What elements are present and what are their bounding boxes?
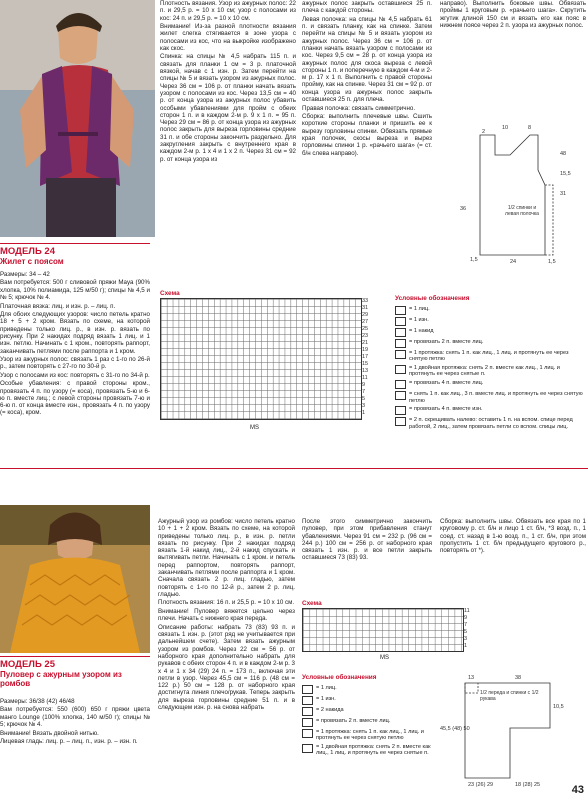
legend-item-text: = 1 двойная протяжка: снять 2 п. вместе как лиц., 1 лиц. и протянуть ее через снятые п. xyxy=(316,743,431,757)
knit-symbol-icon xyxy=(395,339,406,348)
legend-item xyxy=(395,339,585,348)
text-paragraph: Сборка: выполнить швы. Обвязать все края по 1 круговому р. ст. б/н и лицо 1 ст. б/н, *3 возд. п., 1 соед. ст. назад в 1-ю возд. п., 1 ст. б/н, при этом пропустить 1 ст. б/н предыдущего кругового р., повторять от *). xyxy=(440,518,586,555)
text-paragraph: Правая полочка: связать симметрично. xyxy=(302,104,416,112)
text-paragraph: Сборка: выполнить плечевые швы. Сшить короткие стороны планки и пришить ее к вырезу горловины спинки. Обвязать прямые края полочек, скосы выреза и вырез горловины спинки 1 р. «рачьего шага» (= ст. б/н слева направо). xyxy=(302,113,432,157)
dim-label: 2 xyxy=(482,129,486,135)
legend-item-text: = 2 п. скрещивать налево: оставить 1 п. на вспом. спице перед работой, 2 лиц., затем провязать петли со вспом. спицы лиц. xyxy=(409,417,573,430)
dim-label: 38 xyxy=(515,675,522,681)
chart-ms-label-bottom: MS xyxy=(380,655,389,661)
legend-item-text: = 2 накида xyxy=(316,706,344,713)
legend-item xyxy=(302,718,437,727)
dim-label: 8 xyxy=(528,125,532,131)
chart-row-number: 9 xyxy=(362,382,366,388)
dim-label: 23 (26) 29 xyxy=(468,782,494,788)
chart-row-number: 5 xyxy=(362,396,366,402)
section-divider xyxy=(0,468,588,469)
model-24-text-col3 xyxy=(302,0,432,158)
dim-label: 31 xyxy=(560,191,567,197)
text-paragraph: Внимание! Вязать двойной нитью. xyxy=(0,729,99,737)
legend-item-text: = провязать 4 п. вместе изн. xyxy=(409,406,483,413)
model-24-title: МОДЕЛЬ 24 xyxy=(0,246,55,257)
chart-row-number: 7 xyxy=(362,389,366,395)
model-25-header xyxy=(0,656,150,692)
legend-item-text: = провязать 2 п. вместе лиц. xyxy=(409,338,484,345)
knit-symbol-icon xyxy=(395,306,406,315)
text-paragraph: Для обоих следующих узоров: число петель кратно 18 + 5 + 2 кром. Вязать по схеме, на которой приведены только лиц. р., в изн. р. вязать по рисунку. При 2 накидах подряд вязать 1 лиц. и 1 изн. петлю. Начинать с 1 кром., повторять раппорт, заканчивать петлями после раппорта и 1 кром. xyxy=(0,311,150,355)
chart-row-numbers-bottom xyxy=(464,608,478,650)
text-paragraph: Ажурный узор из ромбов: число петель кратно 10 + 1 + 2 кром. Вязать по схеме, на которой приведены только лиц. р., в изн. р. петли вязать по рисунку. При 2 накидах подряд вязать 1-й накид лиц., 2-й накид спускать и вытягивать петли. Начинать с 1 кром. и петель перед раппортом, повторять раппорт, заканчивать петлями после раппорта и 1 кром. Сначала связать 2 р. лиц. гладью, затем повторять с 1-го по 12-й р., затем 2 р. лиц. гладью. xyxy=(158,518,295,598)
text-paragraph: ажурных полос закрыть оставшиеся 25 п. плеча с каждой стороны. xyxy=(302,0,432,15)
chart-row-number: 11 xyxy=(464,608,470,614)
legend-title: Условные обозначения xyxy=(395,295,470,302)
model-25-text-col3 xyxy=(302,518,432,563)
text-paragraph: Вам потребуется: 500 г сливовой пряжи Maya (90% хлопка, 10% полиамида, 125 м/50 г); спицы № 4,5 и № 5; крючок № 4. xyxy=(0,279,150,302)
legend-item-text: = провязать 2 п. вместе лиц. xyxy=(316,717,391,724)
chart-row-number: 29 xyxy=(362,312,369,318)
model-24-photo xyxy=(0,0,155,237)
text-paragraph: Спинка: на спицы № 4,5 набрать 115 п. и связать для планки 1 см = 3 р. платочной вязкой, начав с 1 изн. р. Затем перейти на спицы № 5 и вязать узором из ажурных полос. Через 36 см = 106 р. от планки начать вязать узором с полосами из кос. Через 13,5 см = 40 р. от конца узора из ажурных полос убавить особыми убавлениями для пройм с обеих сторон 1 п. и в каждом 2-м р. 9 х 1 п. = 95 п. Через 29 см = 86 р. от конца узора из ажурных полос закрыть для выреза горловины средние 31 п. и обе стороны закончить раздельно. Для закругления закрыть с внутреннего края в каждом 2-м р. 1 х 4 и 1 х 2 п. Через 31 см = 92 р. от конца узора из xyxy=(160,53,296,163)
chart-row-number: 1 xyxy=(362,410,366,416)
knit-symbol-icon xyxy=(395,406,406,415)
dim-label: 1,5 xyxy=(548,259,556,265)
chart-row-number: 1 xyxy=(464,643,468,649)
knit-symbol-icon xyxy=(302,718,313,727)
legend-item-text: = 1 изн. xyxy=(409,316,429,323)
text-paragraph: Описание работы: набрать 73 (83) 93 п. и связать 1 изн. р. (этот ряд не учитывается при дальнейшем счете). Затем вязать ажурным узором из ромбов. Через 22 см = 56 р. от наборного края дополнительно набрать для рукавов с обеих сторон 4 п. и в каждом 2-м р. 3 х 4 и 1 х 34 (29) 24 п. = 173 п., включая эти петли в узор. Через 45,5 см = 116 р. (48 см = 122 р.) 50 см = 128 р. от наборного края достигнута линия плечо/рукав. Теперь закрыть для выреза горловины средние 51 п. и в следующем изн. р. на снова набрать xyxy=(158,623,295,711)
model-25-text-col2 xyxy=(158,518,295,712)
legend-item xyxy=(395,350,585,363)
model-25-rule xyxy=(0,656,150,657)
chart-row-number: 27 xyxy=(362,319,369,325)
chart-row-number: 19 xyxy=(362,347,369,353)
text-paragraph: Размеры: 34 – 42 xyxy=(0,271,50,278)
legend-item xyxy=(395,306,585,315)
legend-item xyxy=(395,380,585,389)
legend-item-text: = 1 изн. xyxy=(316,695,336,702)
dim-label: 24 xyxy=(510,259,517,265)
knit-symbol-icon xyxy=(395,317,406,326)
text-paragraph: Плотность вязания: 16 п. и 25,5 р. = 10 х 10 см. xyxy=(158,599,295,607)
dim-label: 36 xyxy=(460,206,467,212)
chart-row-number: 3 xyxy=(362,403,366,409)
knit-symbol-icon xyxy=(395,328,406,337)
knit-symbol-icon xyxy=(302,744,313,753)
legend-item xyxy=(395,365,585,378)
dim-label: 13 xyxy=(468,675,475,681)
chart-row-numbers-top xyxy=(362,298,376,417)
dim-label: 1,5 xyxy=(470,257,478,263)
legend-item-text: = 1 лиц. xyxy=(316,684,337,691)
model-25-photo xyxy=(0,505,150,653)
text-paragraph: Внимание! Из-за разной плотности вязания жилет слегка стягивается в зоне узора с полосами из кос, что на выкройке изображено как скос. xyxy=(160,23,296,52)
legend-item-text: = 1 протяжка: снять 1 п. как лиц., 1 лиц. и протянуть ее через снятую петлю xyxy=(316,728,424,742)
legend-item-text: = 1 двойная протяжка: снять 2 п. вместе как лиц., 1 лиц. и протянуть ее через снятые п. xyxy=(409,364,560,378)
chart-ms-label-top: MS xyxy=(250,425,259,431)
legend-item-text: = 1 накид xyxy=(409,327,434,334)
chart-row-number: 31 xyxy=(362,305,369,311)
model-25-subtitle: Пуловер с ажурным узором из ромбов xyxy=(0,670,122,688)
schema-label-top: Схема xyxy=(160,290,180,297)
knit-symbol-icon xyxy=(395,365,406,374)
text-paragraph: Внимание! Пуловер вяжется цельно через плечи. Начать с нижнего края переда. xyxy=(158,607,295,623)
pattern-piece-label: 1/2 спинки и левая полочка xyxy=(505,205,539,217)
text-paragraph: Платочная вязка: лиц. и изн. р. – лиц. п. xyxy=(0,302,116,310)
chart-row-number: 5 xyxy=(464,629,468,635)
knit-symbol-icon xyxy=(395,391,406,400)
text-paragraph: Левая полочка: на спицы № 4,5 набрать 61 п. и связать планку, как на спинке. Затем перейти на спицы № 5 и вязать узором из ажурных полос. Через 36 см = 106 р. от планки начать вязать узором с полосами из кос. Через 9,5 см = 28 р. от конца узора из ажурных полос для скоса выреза с левой стороны 1 п. и поперечную в каждом 4-м и 2-м р. 17 х 1 п. Выполнить с правой стороны пройму, как на спинке. Через 31 см = 92 р. от конца узора из ажурных полос закрыть оставшиеся 25 п. для плеча. xyxy=(302,15,432,104)
text-paragraph: После этого симметрично закончить пуловер, при этом прибавления станут убавлениями. Через 91 см = 232 р. (96 см = 244 р.) 100 см = 256 р. от наборного края связать 1 изн. р. и все петли закрыть оставшиеся 73 (83) 93. xyxy=(302,518,432,562)
dim-label: 10,5 xyxy=(553,704,564,710)
chart-row-number: 21 xyxy=(362,340,369,346)
text-paragraph: Вам потребуется: 550 (600) 650 г пряжи цвета манго Lounge (100% хлопка, 140 м/50 г); спицы № 5; крючок № 4. xyxy=(0,706,150,729)
text-paragraph: Размеры: 36/38 (42) 46/48 xyxy=(0,698,75,705)
legend-item xyxy=(302,696,437,705)
knit-symbol-icon xyxy=(395,380,406,389)
chart-row-number: 33 xyxy=(362,298,369,304)
knit-symbol-icon xyxy=(302,696,313,705)
chart-row-number: 11 xyxy=(362,375,368,381)
legend-item-text: = провязать 4 п. вместе лиц. xyxy=(409,379,484,386)
knitting-chart-top xyxy=(160,298,362,420)
legend-title: Условные обозначения xyxy=(302,674,377,681)
model-25-text-col1 xyxy=(0,698,150,747)
chart-row-number: 9 xyxy=(464,615,468,621)
chart-row-number: 17 xyxy=(362,354,369,360)
knitting-chart-bottom xyxy=(302,608,464,652)
dim-label: 18 (28) 25 xyxy=(515,782,541,788)
legend-item xyxy=(395,328,585,337)
model-24-garment-diagram xyxy=(440,115,586,265)
legend-item xyxy=(302,744,437,757)
model-24-text-col4 xyxy=(440,0,586,30)
model-24-text-col2 xyxy=(160,0,296,164)
dim-label: 15,5 xyxy=(560,171,571,177)
chart-row-number: 23 xyxy=(362,333,369,339)
knit-symbol-icon xyxy=(302,685,313,694)
text-paragraph: Узор с полосами из кос: повторять с 31-го по 34-й р. xyxy=(0,371,150,379)
knit-symbol-icon xyxy=(395,350,406,359)
legend-item-text: = 1 лиц. xyxy=(409,305,430,312)
chart-row-number: 7 xyxy=(464,622,468,628)
legend-item xyxy=(395,406,585,415)
pattern-piece-label: 1/2 переда и спинки с 1/2 рукава xyxy=(480,690,539,702)
model-24-rule xyxy=(0,243,150,244)
model-24-text-col1 xyxy=(0,271,150,418)
chart-row-number: 25 xyxy=(362,326,369,332)
chart-row-number: 13 xyxy=(362,368,369,374)
page-number: 43 xyxy=(571,784,584,796)
legend-item xyxy=(395,417,585,430)
dim-label: 45,5 (48) 50 xyxy=(440,726,470,732)
dim-label: 10 xyxy=(502,125,509,131)
legend-item xyxy=(395,317,585,326)
text-paragraph: направо). Выполнить боковые швы. Обвязать проймы 1 круговым р. «рачьего шага». Скрутить жгутик длиной 150 см и вязать его как пояс в нижнем поясе через 2 п. узора из ажурных полос. xyxy=(440,0,586,29)
legend-top xyxy=(395,296,585,432)
chart-row-number: 15 xyxy=(362,361,369,367)
legend-item xyxy=(302,707,437,716)
knit-symbol-icon xyxy=(395,417,406,426)
dim-label: 48 xyxy=(560,151,567,157)
model-25-text-col4 xyxy=(440,518,586,556)
text-paragraph: Особые убавления: с правой стороны кром., провязать 4 п. по узору (= коса), провязать 5-ю и 6-ю п. вместе лиц.; с левой стороны провязать 7-ю и 6-ю п. от конца вместе изн., провязать 4 п. по узору (= коса), кром. xyxy=(0,380,150,417)
legend-item xyxy=(302,685,437,694)
knit-symbol-icon xyxy=(302,729,313,738)
chart-row-number: 3 xyxy=(464,636,468,642)
knit-symbol-icon xyxy=(302,707,313,716)
text-paragraph: Лицевая гладь: лиц. р. – лиц. п., изн. р. – изн. п. xyxy=(0,738,138,746)
model-24-header xyxy=(0,243,150,270)
legend-bottom xyxy=(302,675,437,759)
schema-label-bottom: Схема xyxy=(302,600,322,607)
legend-item xyxy=(302,729,437,742)
legend-item-text: = 1 протяжка: снять 1 п. как лиц., 1 лиц. и протянуть ее через снятую петлю xyxy=(409,349,569,363)
model-25-garment-diagram xyxy=(440,668,586,788)
legend-item-text: = снять 1 п. как лиц., 3 п. вместе лиц. и протянуть ее через снятую петлю xyxy=(409,390,583,404)
text-paragraph: Плотность вязания. Узор из ажурных полос: 22 п. и 29,5 р. = 10 х 10 см; узор с полосами из кос: 24 п. и 29,5 р. = 10 х 10 см. xyxy=(160,0,296,22)
model-24-subtitle: Жилет с поясом xyxy=(0,257,64,266)
model-25-title: МОДЕЛЬ 25 xyxy=(0,659,55,670)
text-paragraph: Узор из ажурных полос: связать 1 раз с 1-го по 26-й р., затем повторять с 27-го по 30-й р. xyxy=(0,356,150,371)
legend-item xyxy=(395,391,585,404)
